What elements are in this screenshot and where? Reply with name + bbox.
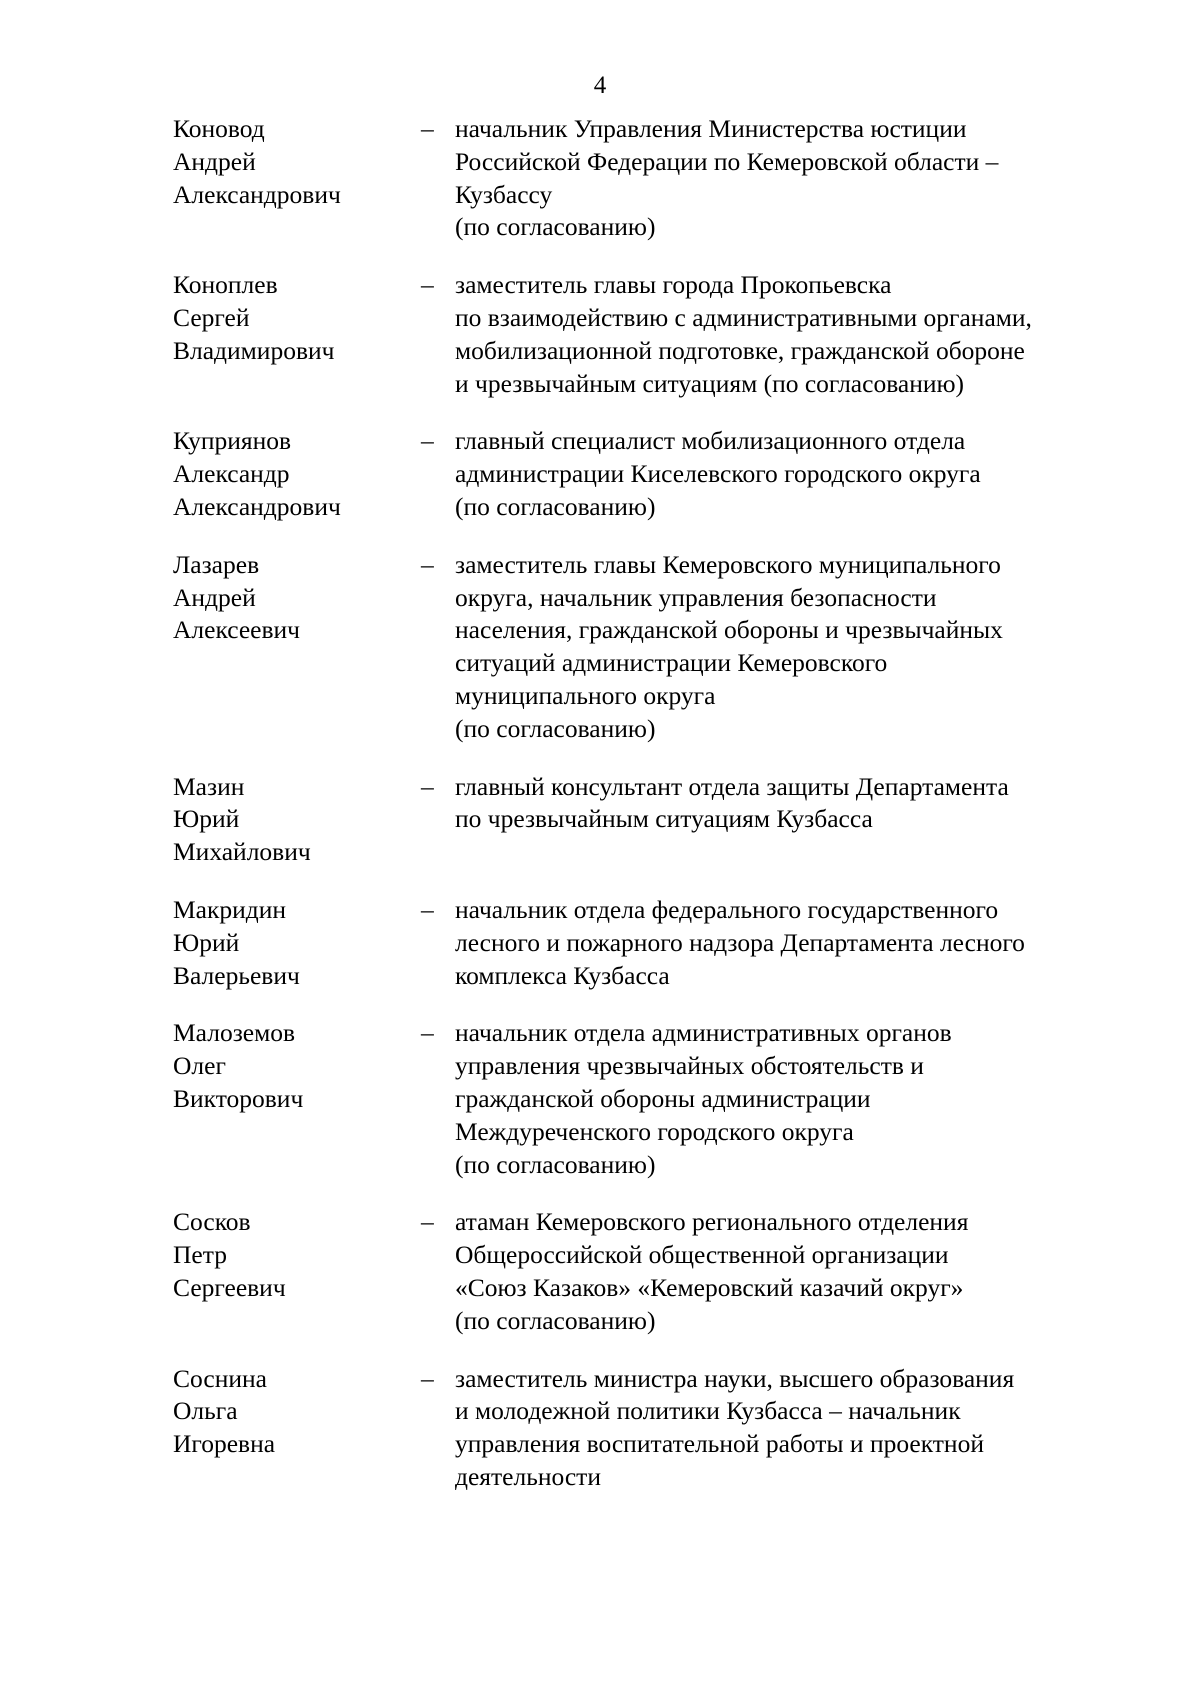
member-first-name: Юрий	[173, 927, 240, 957]
position-line: гражданской обороны администрации	[455, 1083, 871, 1113]
entry-dash: –	[421, 1018, 434, 1048]
position-line: лесного и пожарного надзора Департамента лесного	[455, 927, 1025, 957]
position-line: атаман Кемеровского регионального отделения	[455, 1207, 969, 1237]
position-line: главный специалист мобилизационного отдела	[455, 426, 966, 456]
member-entry	[173, 549, 1113, 746]
position-line: населения, гражданской обороны и чрезвычайных	[455, 615, 1003, 645]
page-number: 4	[593, 72, 607, 99]
member-surname: Макридин	[173, 894, 287, 924]
position-line: (по согласованию)	[455, 212, 656, 242]
entry-dash: –	[421, 426, 434, 456]
position-line: и молодежной политики Кузбасса – начальник	[455, 1396, 961, 1426]
member-first-name: Ольга	[173, 1396, 238, 1426]
member-name	[173, 113, 421, 211]
position-line: администрации Киселевского городского округа	[455, 459, 981, 489]
position-line: округа, начальник управления безопасности	[455, 582, 937, 612]
member-surname: Сосков	[173, 1207, 251, 1237]
member-entry	[173, 1017, 1113, 1181]
member-position	[455, 1363, 1113, 1494]
member-surname: Мазин	[173, 771, 245, 801]
member-entry	[173, 425, 1113, 523]
member-first-name: Сергей	[173, 302, 250, 332]
position-line: комплекса Кузбасса	[455, 960, 670, 990]
position-line: и чрезвычайным ситуациям (по согласованию)	[455, 368, 965, 398]
position-line: Кузбассу	[455, 179, 553, 209]
member-first-name: Олег	[173, 1051, 226, 1081]
position-line: управления воспитательной работы и проектной	[455, 1429, 984, 1459]
member-position	[455, 425, 1113, 523]
position-line: заместитель главы Кемеровского муниципального	[455, 549, 1001, 579]
member-name	[173, 425, 421, 523]
position-line: Общероссийской общественной организации	[455, 1240, 949, 1270]
member-position	[455, 894, 1113, 992]
position-line: Российской Федерации по Кемеровской области –	[455, 146, 999, 176]
member-surname: Коновод	[173, 114, 265, 143]
member-entry	[173, 113, 1113, 244]
position-line: по чрезвычайным ситуациям Кузбасса	[455, 804, 873, 834]
member-patronymic: Викторович	[173, 1083, 304, 1113]
member-name	[173, 1206, 421, 1304]
member-surname: Лазарев	[173, 549, 260, 579]
member-patronymic: Владимирович	[173, 335, 335, 365]
member-name	[173, 771, 421, 869]
member-position	[455, 771, 1113, 837]
position-line: главный консультант отдела защиты Департамента	[455, 771, 1009, 801]
entry-dash: –	[421, 114, 434, 143]
member-name	[173, 549, 421, 647]
entry-dash: –	[421, 894, 434, 924]
entry-dash: –	[421, 549, 434, 579]
member-patronymic: Валерьевич	[173, 960, 300, 990]
member-first-name: Юрий	[173, 804, 240, 834]
position-line: (по согласованию)	[455, 491, 656, 521]
member-entry	[173, 1206, 1113, 1337]
position-line: (по согласованию)	[455, 713, 656, 743]
position-line: муниципального округа	[455, 680, 716, 710]
member-entry	[173, 771, 1113, 869]
position-line: (по согласованию)	[455, 1305, 656, 1335]
member-name	[173, 1363, 421, 1461]
member-position	[455, 1206, 1113, 1337]
member-position	[455, 269, 1113, 400]
position-line: по взаимодействию с административными органами,	[455, 302, 1032, 332]
position-line: управления чрезвычайных обстоятельств и	[455, 1051, 924, 1081]
member-first-name: Андрей	[173, 582, 256, 612]
member-patronymic: Михайлович	[173, 837, 311, 867]
member-patronymic: Александрович	[173, 179, 341, 209]
position-line: (по согласованию)	[455, 1149, 656, 1179]
member-position	[455, 549, 1113, 746]
member-patronymic: Сергеевич	[173, 1272, 286, 1302]
member-position	[455, 113, 1113, 244]
member-patronymic: Александрович	[173, 491, 341, 521]
position-line: начальник отдела административных органов	[455, 1018, 952, 1048]
entry-dash: –	[421, 1363, 434, 1393]
position-line: мобилизационной подготовке, гражданской обороне	[455, 335, 1025, 365]
position-line: заместитель главы города Прокопьевска	[455, 270, 892, 300]
member-position	[455, 1017, 1113, 1181]
entry-dash: –	[421, 1207, 434, 1237]
member-surname: Куприянов	[173, 426, 292, 456]
position-line: «Союз Казаков» «Кемеровский казачий округ»	[455, 1272, 964, 1302]
entry-dash: –	[421, 771, 434, 801]
position-line: Междуреченского городского округа	[455, 1116, 854, 1146]
member-patronymic: Алексеевич	[173, 615, 300, 645]
position-line: начальник отдела федерального государственного	[455, 894, 999, 924]
position-line: ситуаций администрации Кемеровского	[455, 648, 888, 678]
member-first-name: Александр	[173, 459, 290, 489]
member-surname: Коноплев	[173, 270, 278, 300]
member-entry	[173, 269, 1113, 400]
entry-dash: –	[421, 270, 434, 300]
position-line: начальник Управления Министерства юстиции	[455, 114, 967, 143]
member-surname: Малоземов	[173, 1018, 296, 1048]
member-first-name: Андрей	[173, 146, 256, 176]
member-name	[173, 1017, 421, 1115]
member-surname: Соснина	[173, 1363, 267, 1393]
position-line: заместитель министра науки, высшего образования	[455, 1363, 1015, 1393]
member-entry	[173, 894, 1113, 992]
member-patronymic: Игоревна	[173, 1429, 276, 1459]
member-list	[173, 113, 1113, 1519]
member-first-name: Петр	[173, 1240, 227, 1270]
member-name	[173, 894, 421, 992]
position-line: деятельности	[455, 1461, 601, 1491]
member-name	[173, 269, 421, 367]
member-entry	[173, 1363, 1113, 1494]
